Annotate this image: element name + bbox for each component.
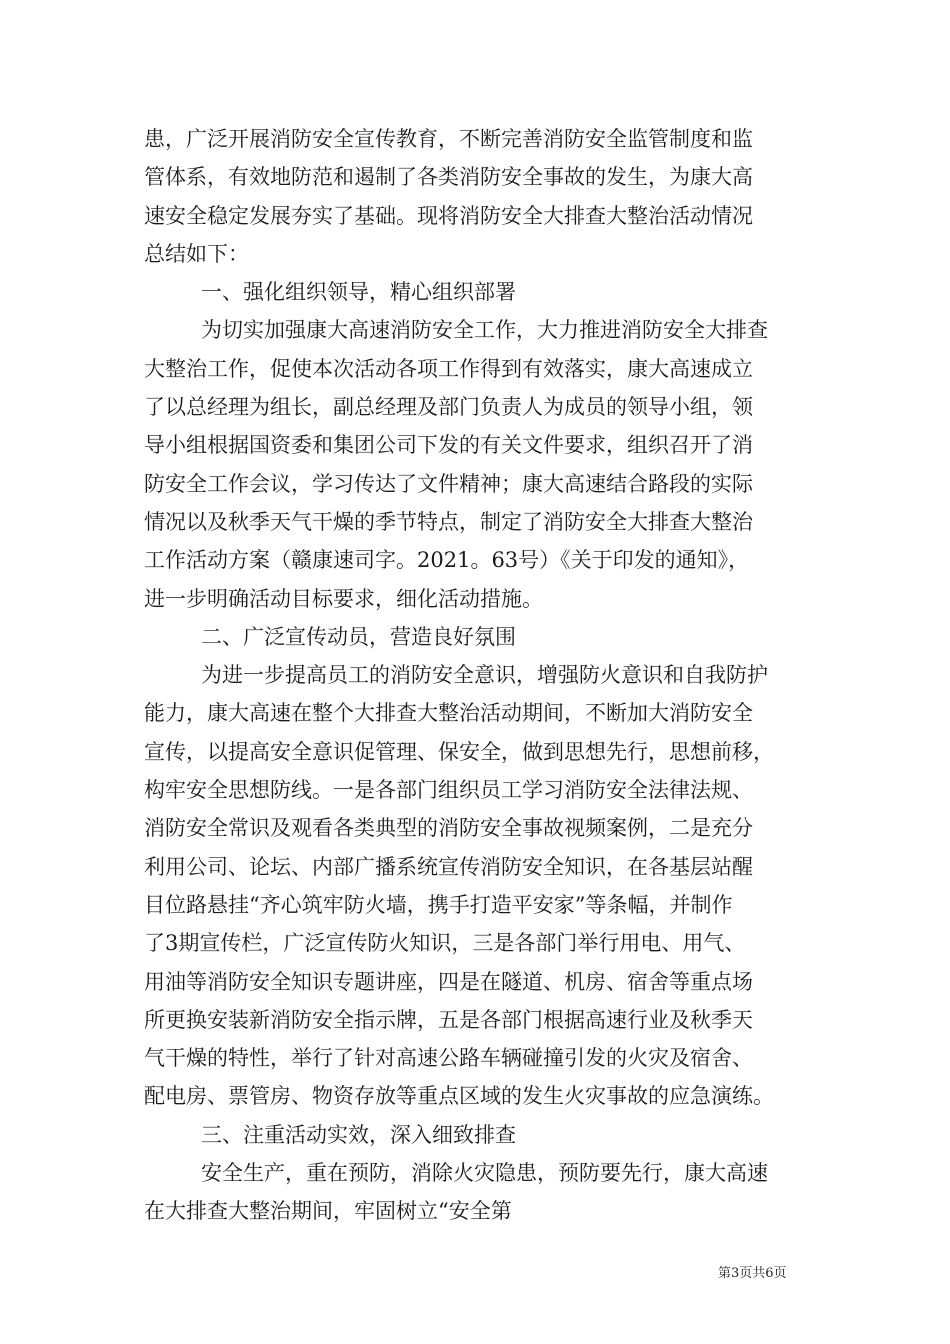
text-line: 所更换安装新消防安全指示牌，五是各部门根据高速行业及秋季天 bbox=[144, 1007, 753, 1032]
text-line: 消防安全常识及观看各类典型的消防安全事故视频案例，二是充分 bbox=[144, 816, 753, 841]
text-line: 用油等消防安全知识专题讲座，四是在隧道、机房、宿舍等重点场 bbox=[144, 969, 753, 994]
text-line: 进一步明确活动目标要求，细化活动措施。 bbox=[144, 586, 543, 611]
text-line: 总结如下： bbox=[144, 241, 249, 266]
text-line: 防安全工作会议，学习传达了文件精神；康大高速结合路段的实际 bbox=[144, 471, 753, 496]
text-line: 为进一步提高员工的消防安全意识，增强防火意识和自我防护 bbox=[201, 663, 768, 688]
text-line: 目位路悬挂“齐心筑牢防火墙，携手打造平安家”等条幅，并制作 bbox=[144, 892, 733, 917]
text-line: 气干燥的特性，举行了针对高速公路车辆碰撞引发的火灾及宿舍、 bbox=[144, 1046, 753, 1071]
text-line: 宣传，以提高安全意识促管理、保安全，做到思想先行，思想前移， bbox=[144, 739, 774, 764]
text-line: 导小组根据国资委和集团公司下发的有关文件要求，组织召开了消 bbox=[144, 433, 753, 458]
text-line: 能力，康大高速在整个大排查大整治活动期间，不断加大消防安全 bbox=[144, 701, 753, 726]
text-line: 了以总经理为组长，副总经理及部门负责人为成员的领导小组，领 bbox=[144, 395, 753, 420]
document-body bbox=[144, 120, 824, 1231]
text-line: 配电房、票管房、物资存放等重点区域的发生火灾事故的应急演练。 bbox=[144, 1084, 774, 1109]
text-line: 利用公司、论坛、内部广播系统宣传消防安全知识，在各基层站醒 bbox=[144, 854, 753, 879]
text-line: 情况以及秋季天气干燥的季节特点，制定了消防安全大排查大整治 bbox=[144, 509, 753, 534]
text-line: 在大排查大整治期间，牢固树立“安全第 bbox=[144, 1199, 512, 1224]
text-line: 工作活动方案（赣康速司字。2021。63号）《关于印发的通知》， bbox=[144, 548, 750, 573]
text-line: 患，广泛开展消防安全宣传教育，不断完善消防安全监管制度和监 bbox=[144, 127, 753, 151]
text-line: 构牢安全思想防线。一是各部门组织员工学习消防安全法律法规、 bbox=[144, 778, 753, 803]
page-number: 第3页共6页 bbox=[718, 1266, 787, 1281]
text-line: 安全生产，重在预防，消除火灾隐患，预防要先行，康大高速 bbox=[201, 1161, 768, 1186]
text-line: 一、强化组织领导，精心组织部署 bbox=[201, 280, 516, 305]
text-line: 二、广泛宣传动员，营造良好氛围 bbox=[201, 624, 516, 649]
text-line: 大整治工作，促使本次活动各项工作得到有效落实，康大高速成立 bbox=[144, 356, 753, 381]
text-line: 速安全稳定发展夯实了基础。现将消防安全大排查大整治活动情况 bbox=[144, 203, 753, 228]
text-line: 三、注重活动实效，深入细致排查 bbox=[201, 1122, 516, 1147]
text-line: 为切实加强康大高速消防安全工作，大力推进消防安全大排查 bbox=[201, 318, 768, 343]
text-line: 管体系，有效地防范和遏制了各类消防安全事故的发生，为康大高 bbox=[144, 165, 753, 190]
text-line: 了3期宣传栏，广泛宣传防火知识，三是各部门举行用电、用气、 bbox=[144, 931, 746, 956]
